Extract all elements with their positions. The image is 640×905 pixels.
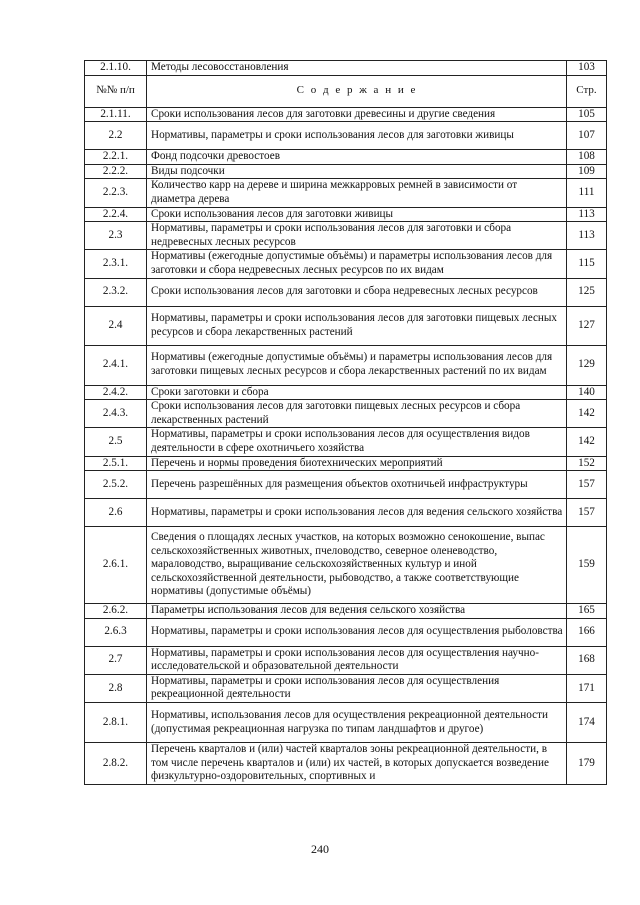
table-row — [85, 278, 607, 306]
page-number-cell: 142 — [567, 428, 607, 456]
header-content-cell: С о д е р ж а н и е — [147, 75, 567, 107]
table-row — [85, 385, 607, 400]
table-row — [85, 471, 607, 499]
page-number-cell: 111 — [567, 179, 607, 207]
table-row — [85, 61, 607, 76]
page-number-cell: 129 — [567, 345, 607, 385]
section-number-cell: 2.5 — [85, 428, 147, 456]
section-number-cell: 2.2 — [85, 122, 147, 150]
section-title-cell: Нормативы, параметры и сроки использования лесов для осуществления видов деятельности в сфере охотничьего хозяйства — [147, 428, 567, 456]
section-number-cell: 2.4.1. — [85, 345, 147, 385]
page-number-cell: 165 — [567, 604, 607, 619]
section-title-cell: Нормативы, параметры и сроки использования лесов для осуществления рекреационной деятельности — [147, 674, 567, 702]
page-number-cell: 115 — [567, 250, 607, 278]
section-number-cell: 2.2.3. — [85, 179, 147, 207]
section-title-cell: Параметры использования лесов для ведения сельского хозяйства — [147, 604, 567, 619]
table-row — [85, 222, 607, 250]
table-row — [85, 250, 607, 278]
section-number-cell: 2.4.2. — [85, 385, 147, 400]
page-number-cell: 140 — [567, 385, 607, 400]
table-header-row — [85, 75, 607, 107]
table-row — [85, 150, 607, 165]
section-title-cell: Нормативы, параметры и сроки использования лесов для осуществления научно-исследовательской и образовательной деятельности — [147, 646, 567, 674]
section-number-cell: 2.3.2. — [85, 278, 147, 306]
table-row — [85, 456, 607, 471]
section-title-cell: Нормативы, использования лесов для осуществления рекреационной деятельности (допустимая рекреационная нагрузка по типам ландшафтов и другое) — [147, 703, 567, 743]
section-number-cell: 2.4 — [85, 306, 147, 345]
page-number-cell: 105 — [567, 107, 607, 122]
page-number-cell: 152 — [567, 456, 607, 471]
table-row — [85, 400, 607, 428]
page-number-cell: 113 — [567, 222, 607, 250]
section-number-cell: 2.2.4. — [85, 207, 147, 222]
section-title-cell: Нормативы, параметры и сроки использования лесов для заготовки пищевых лесных ресурсов и сбора лекарственных растений — [147, 306, 567, 345]
table-row — [85, 604, 607, 619]
page-number-cell: 179 — [567, 743, 607, 785]
section-number-cell: 2.6.2. — [85, 604, 147, 619]
table-row — [85, 646, 607, 674]
section-title-cell: Нормативы (ежегодные допустимые объёмы) и параметры использования лесов для заготовки и сбора недревесных лесных ресурсов по их видам — [147, 250, 567, 278]
section-title-cell: Нормативы, параметры и сроки использования лесов для заготовки и сбора недревесных лесных ресурсов — [147, 222, 567, 250]
section-title-cell: Перечень кварталов и (или) частей кварталов зоны рекреационной деятельности, в том числе перечень кварталов и (или) их частей, в которых допускается возведение физкультурно-оздоровительных, спортивных и — [147, 743, 567, 785]
page-number-cell: 127 — [567, 306, 607, 345]
page-number-cell: 157 — [567, 471, 607, 499]
section-title-cell: Нормативы (ежегодные допустимые объёмы) и параметры использования лесов для заготовки пищевых лесных ресурсов и сбора лекарственных растений по их видам — [147, 345, 567, 385]
page-number-cell: 168 — [567, 646, 607, 674]
page-number-cell: 103 — [567, 61, 607, 76]
section-number-cell: 2.2.2. — [85, 164, 147, 179]
table-row — [85, 743, 607, 785]
section-number-cell: 2.3 — [85, 222, 147, 250]
section-number-cell: 2.8.1. — [85, 703, 147, 743]
page-number-cell: 157 — [567, 499, 607, 527]
page-number-cell: 107 — [567, 122, 607, 150]
section-number-cell: 2.4.3. — [85, 400, 147, 428]
section-title-cell: Сведения о площадях лесных участков, на которых возможно сенокошение, выпас сельскохозяйственных животных, пчеловодство, северное оленеводство, мараловодство, выращивание сельскохозяйственных культур и иной сельскохозяйственной деятельности, рыбоводство, а также соответствующие нормативы (допустимые объёмы) — [147, 527, 567, 604]
table-row — [85, 107, 607, 122]
table-row — [85, 345, 607, 385]
section-title-cell: Сроки использования лесов для заготовки живицы — [147, 207, 567, 222]
section-title-cell: Сроки использования лесов для заготовки древесины и другие сведения — [147, 107, 567, 122]
table-row — [85, 703, 607, 743]
section-number-cell: 2.1.10. — [85, 61, 147, 76]
page-number-cell: 108 — [567, 150, 607, 165]
page-number-cell: 142 — [567, 400, 607, 428]
header-number-cell: №№ п/п — [85, 75, 147, 107]
page-number-cell: 109 — [567, 164, 607, 179]
section-number-cell: 2.6 — [85, 499, 147, 527]
page-number-cell: 174 — [567, 703, 607, 743]
table-row — [85, 527, 607, 604]
table-row — [85, 618, 607, 646]
section-number-cell: 2.6.3 — [85, 618, 147, 646]
section-title-cell: Нормативы, параметры и сроки использования лесов для осуществления рыболовства — [147, 618, 567, 646]
page-number-cell: 166 — [567, 618, 607, 646]
table-row — [85, 179, 607, 207]
section-number-cell: 2.6.1. — [85, 527, 147, 604]
section-number-cell: 2.3.1. — [85, 250, 147, 278]
section-number-cell: 2.5.2. — [85, 471, 147, 499]
section-number-cell: 2.8.2. — [85, 743, 147, 785]
section-title-cell: Сроки использования лесов для заготовки пищевых лесных ресурсов и сбора лекарственных растений — [147, 400, 567, 428]
page-number-cell: 171 — [567, 674, 607, 702]
page-number-cell: 113 — [567, 207, 607, 222]
section-number-cell: 2.2.1. — [85, 150, 147, 165]
section-number-cell: 2.7 — [85, 646, 147, 674]
table-row — [85, 122, 607, 150]
section-title-cell: Перечень разрешённых для размещения объектов охотничьей инфраструктуры — [147, 471, 567, 499]
page-number-cell: 125 — [567, 278, 607, 306]
section-title-cell: Методы лесовосстановления — [147, 61, 567, 76]
contents-table — [84, 60, 607, 785]
section-number-cell: 2.8 — [85, 674, 147, 702]
section-number-cell: 2.1.11. — [85, 107, 147, 122]
section-title-cell: Сроки использования лесов для заготовки и сбора недревесных лесных ресурсов — [147, 278, 567, 306]
table-row — [85, 674, 607, 702]
section-title-cell: Фонд подсочки древостоев — [147, 150, 567, 165]
section-title-cell: Виды подсочки — [147, 164, 567, 179]
table-row — [85, 428, 607, 456]
table-row — [85, 207, 607, 222]
contents-table-body — [85, 61, 607, 785]
section-title-cell: Количество карр на дереве и ширина межкарровых ремней в зависимости от диаметра дерева — [147, 179, 567, 207]
header-page-cell: Стр. — [567, 75, 607, 107]
table-row — [85, 499, 607, 527]
section-title-cell: Нормативы, параметры и сроки использования лесов для ведения сельского хозяйства — [147, 499, 567, 527]
section-number-cell: 2.5.1. — [85, 456, 147, 471]
section-title-cell: Перечень и нормы проведения биотехнических мероприятий — [147, 456, 567, 471]
table-row — [85, 306, 607, 345]
page-number-cell: 159 — [567, 527, 607, 604]
table-row — [85, 164, 607, 179]
page-number: 240 — [311, 842, 329, 856]
section-title-cell: Нормативы, параметры и сроки использования лесов для заготовки живицы — [147, 122, 567, 150]
section-title-cell: Сроки заготовки и сбора — [147, 385, 567, 400]
